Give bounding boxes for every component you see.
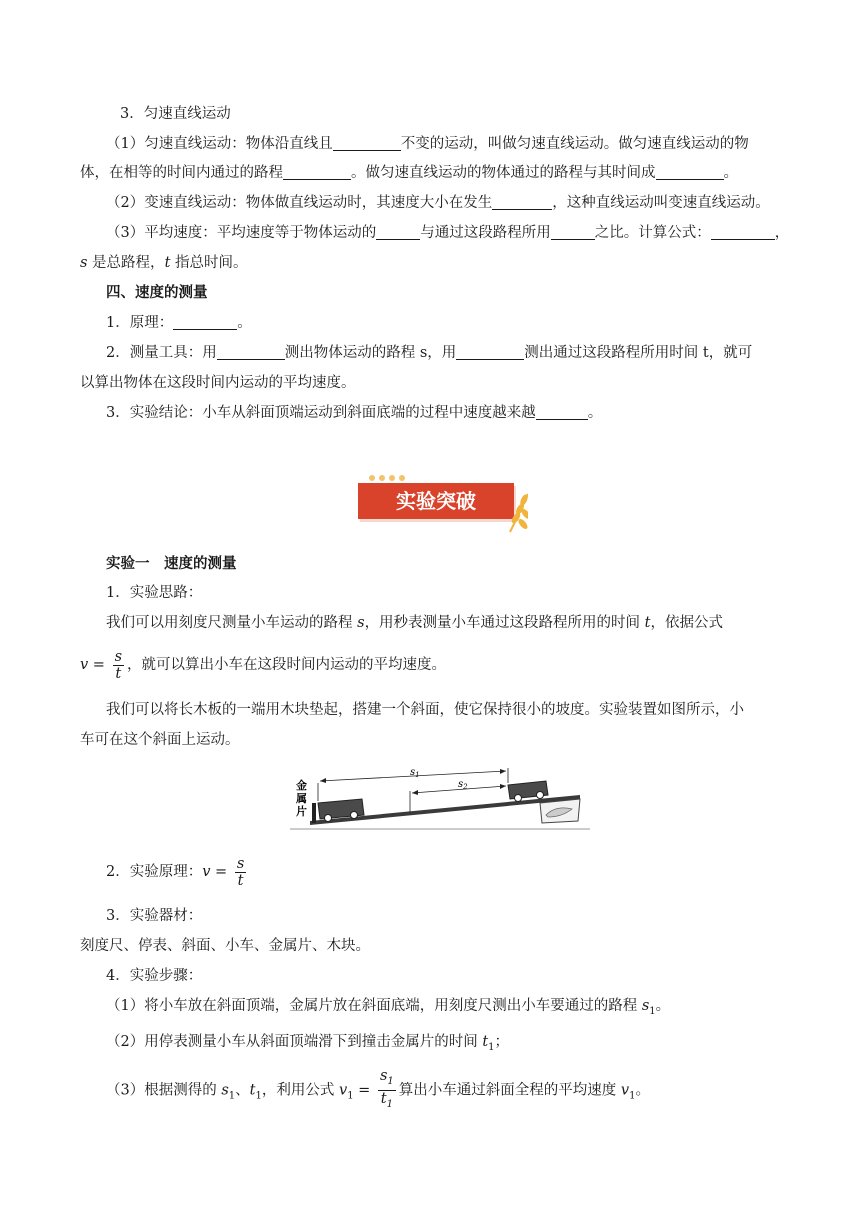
- fill-blank[interactable]: [536, 404, 588, 420]
- exp-step2: （2）用停表测量小车从斜面顶端滑下到撞击金属片的时间 $t_1$；: [106, 1034, 510, 1053]
- exp-equip-title: 3．实验器材：: [106, 908, 203, 924]
- exp-idea-p1: 我们可以用刻度尺测量小车运动的路程 s，用秒表测量小车通过这段路程所用的时间 t，依据公式: [106, 615, 723, 631]
- fill-blank[interactable]: [333, 135, 401, 151]
- fill-blank[interactable]: [217, 344, 285, 360]
- sec3-title: 3．匀速直线运动: [120, 106, 231, 122]
- s2-label: $s_2$: [458, 779, 468, 791]
- fill-blank[interactable]: [656, 164, 724, 180]
- exp-idea-formula-line: v = $\frac{s}{t}$ ，就可以算出小车在这段时间内运动的平均速度。: [80, 648, 447, 682]
- step3-fraction: $\frac{s_1}{t_1}$: [379, 1068, 394, 1110]
- incline-apparatus-figure: [290, 765, 590, 835]
- exp-step1: （1）将小车放在斜面顶端，金属片放在斜面底端，用刻度尺测出小车要通过的路程 $s_1$。: [106, 998, 671, 1017]
- exp-heading: 实验一 速度的测量: [106, 556, 237, 572]
- sec4-item3: 3．实验结论：小车从斜面顶端运动到斜面底端的过程中速度越来越 。: [106, 405, 603, 421]
- exp-equip-list: 刻度尺、停表、斜面、小车、金属片、木块。: [80, 938, 370, 954]
- s1-label: $s_1$: [410, 767, 420, 779]
- fill-blank[interactable]: [283, 164, 351, 180]
- metal-plate: [312, 803, 316, 823]
- sec4-item1: 1．原理： 。: [106, 315, 252, 331]
- banner-text: 实验突破: [396, 489, 476, 513]
- exp-idea-title: 1．实验思路：: [106, 585, 203, 601]
- principle-fraction: $\frac{s}{t}$: [236, 855, 245, 889]
- sec3-p2: （2）变速直线运动：物体做直线运动时，其速度大小在发生 ，这种直线运动叫变速直线运动。: [106, 195, 770, 211]
- sec4-item2-line1: 2．测量工具：用 测出物体运动的路程 s，用 测出通过这段路程所用时间 t，就可: [106, 345, 753, 361]
- svg-text:金: 金: [296, 779, 307, 792]
- formula-fraction: $\frac{s}{t}$: [114, 648, 123, 682]
- fill-blank[interactable]: [376, 224, 420, 240]
- exp-idea-p3-line2: 车可在这个斜面上运动。: [80, 732, 240, 748]
- svg-text:属: 属: [296, 792, 307, 805]
- banner-dots-decoration: [369, 475, 405, 481]
- fill-blank[interactable]: [492, 194, 552, 210]
- exp-steps-title: 4．实验步骤：: [106, 968, 203, 984]
- exp-idea-p3-line1: 我们可以将长木板的一端用木块垫起，搭建一个斜面，使它保持很小的坡度。实验装置如图所示，小: [106, 702, 744, 718]
- sec3-p1-line1: （1）匀速直线运动：物体沿直线且 不变的运动，叫做匀速直线运动。做匀速直线运动的物: [106, 136, 749, 152]
- fill-blank[interactable]: [551, 224, 595, 240]
- fill-blank[interactable]: [456, 344, 524, 360]
- sec4-item2-line2: 以算出物体在这段时间内运动的平均速度。: [80, 375, 356, 391]
- sec4-heading: 四、速度的测量: [106, 285, 208, 301]
- fill-blank[interactable]: [711, 224, 775, 240]
- sec3-p1-line2: 体，在相等的时间内通过的路程 。做匀速直线运动的物体通过的路程与其时间成 。: [80, 165, 738, 181]
- fill-blank[interactable]: [173, 314, 237, 330]
- experiment-banner: [358, 474, 528, 534]
- exp-principle: 2．实验原理：v = $\frac{s}{t}$: [106, 855, 245, 889]
- sec3-p3-line2: s 是总路程，t 指总时间。: [80, 255, 248, 271]
- sec3-p3-line1: （3）平均速度：平均速度等于物体运动的 与通过这段路程所用 之比。计算公式： ，: [106, 225, 790, 241]
- exp-step3: （3）根据测得的 $s_1$、$t_1$，利用公式 $v_1$ = $\frac{s_1}{t_1}$ 算出小车通过斜面全程的平均速度 $v_1$。: [106, 1068, 650, 1115]
- svg-text:片: 片: [296, 805, 307, 818]
- cart-top: [508, 781, 548, 802]
